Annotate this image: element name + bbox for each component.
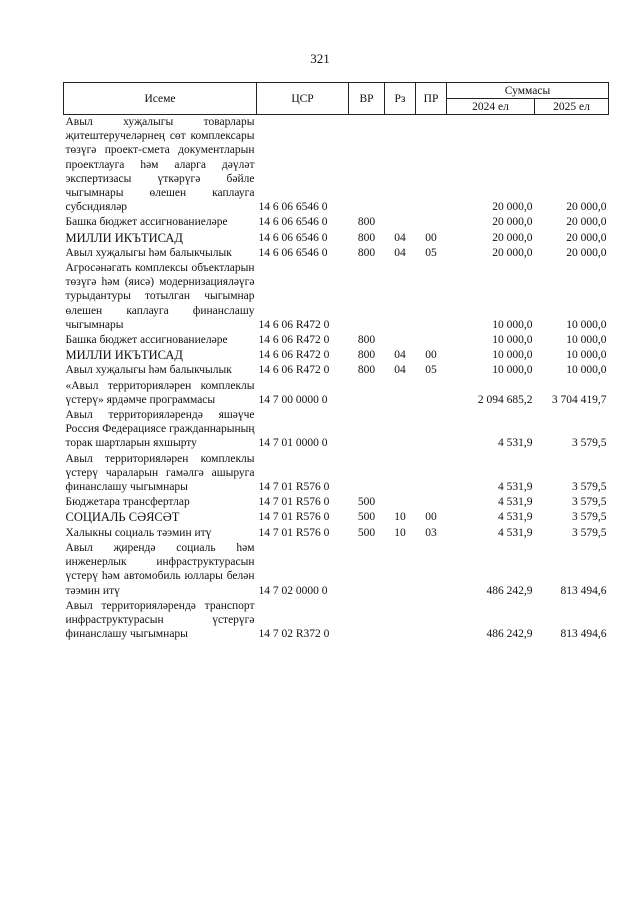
row-name: Авыл җирендә социаль һәм инженерлык инфраструктурасын үстерү һәм автомобиль юллары белән тәэмин итү: [65, 541, 255, 597]
row-vr: [349, 408, 385, 452]
row-vr: 800: [357, 334, 376, 347]
row-pr: [416, 541, 447, 599]
table-row: [64, 115, 609, 216]
row-sum-2025: 10 000,0: [566, 318, 607, 331]
row-sum-2025: 20 000,0: [566, 246, 607, 259]
row-name: Авыл хуҗалыгы һәм балыкчылык: [65, 364, 232, 377]
table-row: [64, 379, 609, 408]
row-sum-2024: 10 000,0: [492, 318, 533, 331]
row-rz: [385, 215, 416, 230]
row-sum-2025: 3 579,5: [572, 511, 607, 524]
row-name: Халыкны социаль тәэмин итү: [65, 526, 212, 539]
row-csr: 14 6 06 6546 0: [258, 246, 328, 259]
row-rz: [385, 495, 416, 510]
row-rz: [385, 115, 416, 216]
row-csr: 14 6 06 R472 0: [258, 334, 330, 347]
row-name: Авыл территорияләрен комплеклы үстерү чараларын гамәлгә ашыруга финанслашу чыгымнары: [65, 452, 255, 494]
row-pr: [416, 495, 447, 510]
row-vr: 800: [357, 216, 376, 229]
row-pr: [416, 333, 447, 348]
row-sum-2025: 3 704 419,7: [551, 393, 607, 406]
row-pr: [416, 261, 447, 333]
row-sum-2025: 813 494,6: [560, 628, 607, 641]
header-sums: Суммасы: [447, 83, 609, 99]
row-pr: [416, 452, 447, 496]
row-pr: 00: [425, 511, 437, 524]
table-row: [64, 348, 609, 363]
row-rz: 10: [394, 526, 406, 539]
table-row: [64, 408, 609, 452]
row-sum-2024: 4 531,9: [498, 437, 533, 450]
row-pr: 05: [425, 364, 437, 377]
row-sum-2025: 20 000,0: [566, 201, 607, 214]
row-csr: 14 7 00 0000 0: [258, 393, 328, 406]
row-csr: 14 6 06 R472 0: [258, 349, 330, 362]
row-csr: 14 6 06 R472 0: [258, 364, 330, 377]
row-name: МИЛЛИ ИКЪТИСАД: [65, 348, 183, 363]
row-sum-2024: 4 531,9: [498, 511, 533, 524]
row-vr: 800: [357, 246, 376, 259]
row-vr: [349, 599, 385, 643]
row-pr: [416, 599, 447, 643]
row-pr: [416, 215, 447, 230]
row-pr: 00: [425, 349, 437, 362]
row-sum-2025: 3 579,5: [572, 526, 607, 539]
table-row: [64, 333, 609, 348]
row-sum-2024: 10 000,0: [492, 334, 533, 347]
row-vr: [349, 261, 385, 333]
row-sum-2025: 10 000,0: [566, 334, 607, 347]
row-sum-2025: 20 000,0: [566, 216, 607, 229]
row-rz: 04: [394, 349, 406, 362]
header-year-2025: 2025 ел: [535, 99, 609, 115]
row-sum-2024: 20 000,0: [492, 201, 533, 214]
row-csr: 14 7 01 R576 0: [258, 496, 330, 509]
row-csr: 14 7 01 R576 0: [258, 511, 330, 524]
row-vr: [349, 379, 385, 408]
row-vr: 500: [357, 526, 376, 539]
row-sum-2025: 3 579,5: [572, 437, 607, 450]
table-body: [64, 115, 609, 643]
row-pr: 05: [425, 246, 437, 259]
table-row: [64, 510, 609, 525]
row-sum-2024: 4 531,9: [498, 526, 533, 539]
row-vr: 500: [357, 496, 376, 509]
row-sum-2025: 813 494,6: [560, 584, 607, 597]
row-rz: 04: [394, 246, 406, 259]
row-pr: [416, 115, 447, 216]
table-row: [64, 541, 609, 599]
row-vr: 500: [357, 511, 376, 524]
budget-table: [63, 82, 609, 642]
row-rz: 04: [394, 364, 406, 377]
row-name: Авыл территорияләрендә транспорт инфраструктурасын үстерүгә финанслашу чыгымнары: [65, 599, 255, 641]
row-vr: [349, 115, 385, 216]
table-row: [64, 599, 609, 643]
row-pr: 03: [425, 526, 437, 539]
row-csr: 14 7 02 0000 0: [258, 584, 328, 597]
row-name: Авыл хуҗалыгы һәм балыкчылык: [65, 246, 232, 259]
row-name: Авыл территорияләрендә яшәүче Россия Федерациясе гражданнарының торак шартларын яхшырту: [65, 409, 255, 450]
row-sum-2024: 10 000,0: [492, 349, 533, 362]
table-row: [64, 363, 609, 378]
table-header: [64, 83, 609, 115]
row-csr: 14 6 06 R472 0: [258, 318, 330, 331]
row-csr: 14 6 06 6546 0: [258, 201, 328, 214]
row-name: Башка бюджет ассигнованиеләре: [65, 334, 228, 347]
row-name: «Авыл территорияләрен комплеклы үстерү» ярдәмче программасы: [65, 379, 255, 406]
row-sum-2024: 20 000,0: [492, 231, 533, 244]
row-csr: 14 6 06 6546 0: [258, 231, 328, 244]
row-rz: [385, 261, 416, 333]
header-csr: ЦСР: [257, 83, 349, 115]
row-name: Агросәнәгать комплексы объектларын төзүгә һәм (яисә) модернизацияләүгә турыдантуры тотылган чыгымнар өлешен каплауга финанслашу чыгымнары: [65, 262, 255, 331]
row-sum-2025: 3 579,5: [572, 481, 607, 494]
row-csr: 14 7 02 R372 0: [258, 628, 330, 641]
row-sum-2024: 4 531,9: [498, 496, 533, 509]
row-sum-2024: 486 242,9: [486, 584, 533, 597]
row-sum-2024: 486 242,9: [486, 628, 533, 641]
row-csr: 14 7 01 R576 0: [258, 526, 330, 539]
row-csr: 14 6 06 6546 0: [258, 216, 328, 229]
row-name: Авыл хуҗалыгы товарлары җитештеручеләрнең сөт комплексары төзүгә проект-смета документларын проектлауга һәм аларга дәүләт экспертизасы үткәрүгә бәйле чыгымнары өлешен каплауга субсидияләр: [65, 116, 255, 214]
row-pr: 00: [425, 231, 437, 244]
row-sum-2024: 2 094 685,2: [477, 393, 533, 406]
row-csr: 14 7 01 0000 0: [258, 437, 328, 450]
row-rz: [385, 408, 416, 452]
row-vr: 800: [357, 349, 376, 362]
row-pr: [416, 408, 447, 452]
row-sum-2025: 10 000,0: [566, 364, 607, 377]
row-name: Бюджетара трансфертлар: [65, 496, 190, 509]
row-name: Башка бюджет ассигнованиеләре: [65, 216, 228, 229]
row-sum-2024: 10 000,0: [492, 364, 533, 377]
page-number: 321: [310, 51, 330, 66]
row-rz: 10: [394, 511, 406, 524]
row-sum-2025: 10 000,0: [566, 349, 607, 362]
row-sum-2024: 20 000,0: [492, 216, 533, 229]
row-vr: 800: [357, 364, 376, 377]
row-name: СОЦИАЛЬ СӘЯСӘТ: [65, 510, 180, 525]
row-rz: 04: [394, 231, 406, 244]
table-row: [64, 452, 609, 496]
row-rz: [385, 333, 416, 348]
row-rz: [385, 541, 416, 599]
row-sum-2024: 20 000,0: [492, 246, 533, 259]
table-row: [64, 261, 609, 333]
table-row: [64, 495, 609, 510]
row-sum-2025: 20 000,0: [566, 231, 607, 244]
row-csr: 14 7 01 R576 0: [258, 481, 330, 494]
header-name: Исеме: [64, 83, 257, 115]
row-vr: [349, 541, 385, 599]
table-row: [64, 215, 609, 230]
row-rz: [385, 379, 416, 408]
row-sum-2025: 3 579,5: [572, 496, 607, 509]
header-rz: Рз: [385, 83, 416, 115]
row-sum-2024: 4 531,9: [498, 481, 533, 494]
row-rz: [385, 599, 416, 643]
header-year-2024: 2024 ел: [447, 99, 535, 115]
row-pr: [416, 379, 447, 408]
row-vr: [349, 452, 385, 496]
row-vr: 800: [357, 231, 376, 244]
row-name: МИЛЛИ ИКЪТИСАД: [65, 230, 183, 245]
table-row: [64, 231, 609, 246]
row-rz: [385, 452, 416, 496]
table-row: [64, 526, 609, 541]
header-pr: ПР: [416, 83, 447, 115]
table-row: [64, 246, 609, 261]
header-vr: ВР: [349, 83, 385, 115]
